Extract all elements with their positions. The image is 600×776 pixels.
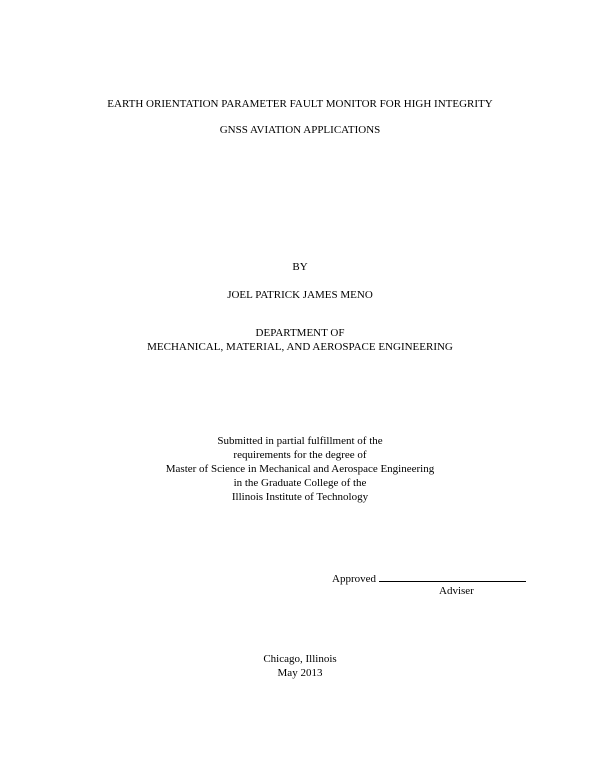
submission-line-5: Illinois Institute of Technology [231,491,369,503]
submission-line-3: Master of Science in Mechanical and Aerospace Engineering [165,463,435,475]
department-line-2: MECHANICAL, MATERIAL, AND AEROSPACE ENGINEERING [147,341,453,353]
adviser-label: Adviser [439,585,474,597]
signature-rule [379,571,526,582]
approval-line [332,571,526,586]
thesis-title-line-1: EARTH ORIENTATION PARAMETER FAULT MONITOR FOR HIGH INTEGRITY [107,98,493,110]
thesis-title-line-2: GNSS AVIATION APPLICATIONS [219,124,381,136]
department-line-1: DEPARTMENT OF [255,327,345,339]
submission-line-2: requirements for the degree of [233,449,367,461]
place: Chicago, Illinois [263,653,337,665]
approved-label: Approved [332,573,376,585]
date: May 2013 [277,667,323,679]
author-name: JOEL PATRICK JAMES MENO [227,289,373,301]
submission-line-4: in the Graduate College of the [233,477,367,489]
by-label: BY [292,261,308,273]
submission-line-1: Submitted in partial fulfillment of the [217,435,383,447]
